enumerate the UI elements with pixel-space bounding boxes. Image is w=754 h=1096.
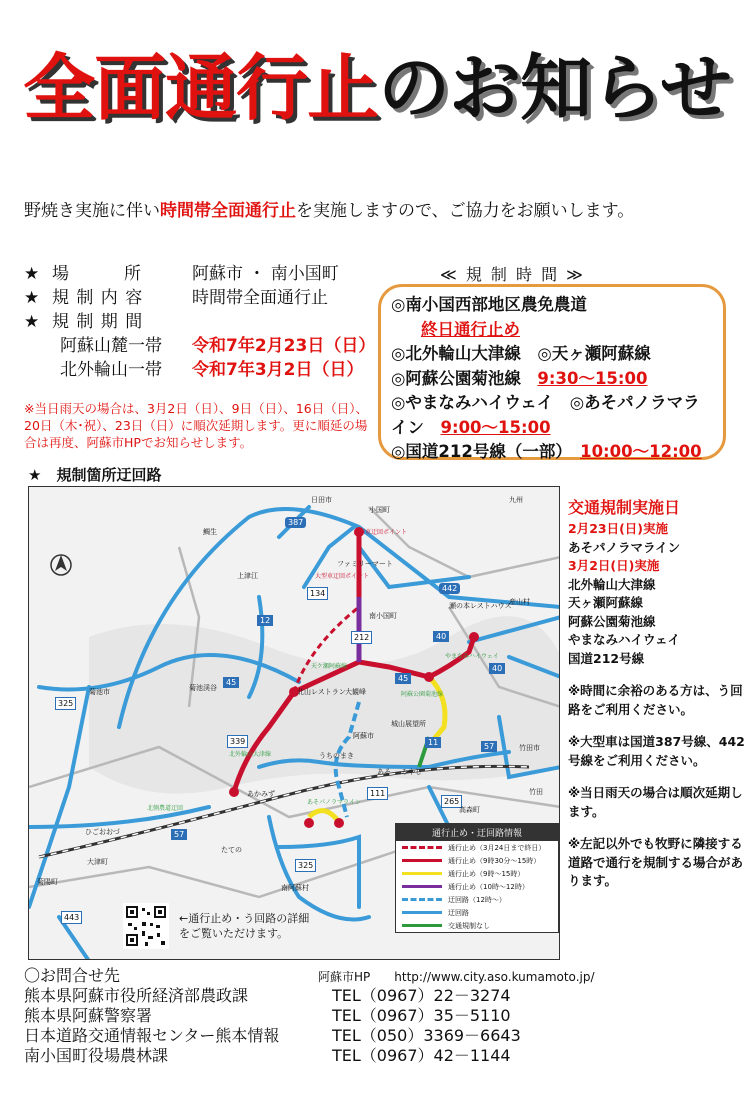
place-label: 瀬の本レストハウス	[449, 602, 512, 610]
legend-swatch	[402, 924, 442, 927]
route-shield: 11	[425, 737, 441, 748]
legend-item: 通行止め（3月24日まで終日）	[396, 841, 558, 854]
route-shield: 387	[285, 517, 306, 528]
route-shield: 12	[257, 615, 273, 626]
place-label: 竹田	[529, 788, 543, 796]
place-label: 阿蘇市	[353, 732, 374, 740]
place-label: うちのまき	[319, 752, 354, 760]
period-row: 阿蘇山麓一帯 令和7年2月23日（日）	[60, 336, 376, 356]
legend-item: 通行止め（9時30分～15時）	[396, 854, 558, 867]
place-label: 大観峰	[345, 688, 366, 696]
legend-item: 通行止め（10時～12時）	[396, 880, 558, 893]
place-label: 高森町	[459, 806, 480, 814]
place-label: 小国町	[369, 506, 390, 514]
route-label: あそパノラマライン	[307, 799, 361, 806]
schedule-box: ◎南小国西部地区農免農道 終日通行止め ◎北外輪山大津線 ◎天ヶ瀬阿蘇線 ◎阿蘇公園菊池線 9:30～15:00 ◎やまなみハイウェイ ◎あそパノラマラ イン 9:00～15:00 ◎国道212号線（一部） 10:00～12:00	[378, 284, 726, 460]
route-label: 大型車迂回ポイント	[315, 573, 370, 580]
place-label: 菊池渓谷	[189, 684, 217, 692]
place-label: 南阿蘇村	[281, 884, 309, 892]
place-label: 北山レストラン	[297, 688, 346, 696]
place-label: 産山村	[509, 598, 530, 606]
place-label: 日田市	[311, 496, 332, 504]
route-shield: 111	[367, 787, 388, 800]
route-shield: 212	[351, 631, 372, 644]
intro-text: 野焼き実施に伴い時間帯全面通行止を実施しますので、ご協力をお願いします。	[24, 201, 635, 221]
place-label: 南小国町	[369, 612, 397, 620]
place-label: 竹田市	[519, 744, 540, 752]
legend-swatch	[402, 911, 442, 914]
schedule-heading: ≪ 規 制 時 間 ≫	[440, 265, 585, 284]
route-label: 阿蘇公園菊池線	[401, 691, 444, 698]
route-shield: 40	[489, 663, 505, 674]
homepage-link[interactable]: 阿蘇市HP http://www.city.aso.kumamoto.jp/	[318, 970, 595, 984]
map-legend: 通行止め・迂回路情報 通行止め（3月24日まで終日） 通行止め（9時30分～15時） 通行止め（9時～15時） 通行止め（10時～12時） 迂回路（12時～） 迂回路 交通規制なし	[395, 823, 559, 933]
legend-swatch	[402, 846, 442, 849]
location-value: 阿蘇市 ・ 南小国町	[192, 264, 339, 284]
legend-item: 通行止め（9時～15時）	[396, 867, 558, 880]
route-shield: 325	[55, 697, 76, 710]
place-label: 鯛生	[203, 528, 217, 536]
contact-row: 熊本県阿蘇警察署 TEL（0967）35－5110	[24, 1006, 511, 1025]
place-label: ファミリーマート	[337, 560, 393, 568]
content-value: 時間帯全面通行止	[192, 288, 328, 308]
route-label: 北側農道迂回	[147, 805, 184, 812]
route-shield: 325	[295, 859, 316, 872]
place-label: 菊池市	[89, 688, 110, 696]
legend-swatch	[402, 872, 442, 875]
route-shield: 40	[433, 631, 449, 642]
route-label: 北外輪山大津線	[229, 751, 272, 758]
rain-note: ※当日雨天の場合は、3月2日（日）、9日（日）、16日（日）、20日（木･祝）、23日（日）に順次延期します。更に順延の場合は再度、阿蘇市HPでお知らせします。	[24, 401, 368, 450]
place-label: みやじ	[401, 768, 422, 776]
route-label: 天ケ瀬阿蘇線	[311, 663, 348, 670]
route-shield: 45	[223, 677, 239, 688]
contact-section: 〇お問合せ先 熊本県阿蘇市役所経済部農政課 TEL（0967）22－3274 熊本県阿蘇警察署 TEL（0967）35－5110 日本道路交通情報センター熊本情報 TEL（050）3369－6643 南小国町役場農林課 TEL（0967）42－1144	[24, 966, 521, 1065]
legend-swatch	[402, 885, 442, 888]
route-shield: 134	[307, 587, 328, 600]
place-label: 上津江	[237, 572, 258, 580]
route-label: 大型車迂回ポイント	[353, 529, 408, 536]
legend-item: 迂回路	[396, 906, 558, 919]
qr-code-icon[interactable]	[123, 903, 169, 949]
place-label: 大津町	[87, 858, 108, 866]
route-shield: 443	[61, 911, 82, 924]
regulation-info: ★ 場 所 阿蘇市 ・ 南小国町 ★ 規 制 内 容 時間帯全面通行止 ★ 規 制 期 間 阿蘇山麓一帯 令和7年2月23日（日） 北外輪山一帯 令和7年3月2日（日）	[24, 264, 376, 380]
qr-caption: ←通行止め・う回路の詳細 をご覧いただけます。	[179, 912, 310, 940]
route-label: やまなみハイウェイ	[445, 653, 499, 660]
contact-row: 熊本県阿蘇市役所経済部農政課 TEL（0967）22－3274	[24, 986, 511, 1005]
place-label: たての	[221, 846, 242, 854]
contact-row: 日本道路交通情報センター熊本情報 TEL（050）3369－6643	[24, 1026, 521, 1045]
place-label: ひごおおづ	[85, 828, 120, 836]
place-label: あそ	[377, 768, 391, 776]
route-shield: 442	[439, 583, 460, 594]
route-shield: 339	[227, 735, 248, 748]
route-shield: 57	[481, 741, 497, 752]
place-label: 菊陽町	[37, 878, 58, 886]
place-label: 九州	[509, 496, 523, 504]
route-shield: 265	[441, 795, 462, 808]
detour-map	[28, 486, 560, 960]
place-label: あかみず	[247, 790, 275, 798]
side-notes: 交通規制実施日 2月23日(日)実施 あそパノラマライン 3月2日(日)実施 北外輪山大津線 天ヶ瀬阿蘇線 阿蘇公園菊池線 やまなみハイウェイ 国道212号線 ※時間に余裕のある方は、う回路をご利用ください。 ※大型車は国道387号線、442号線をご利用ください。 ※当日雨天の場合は順次延期します。 ※左記以外でも牧野に隣接する道路で通行を規制する場合があります。	[568, 498, 745, 888]
page-title: 全面通行止のお知らせ	[23, 46, 731, 130]
legend-item: 迂回路（12時～）	[396, 893, 558, 906]
contact-row: 南小国町役場農林課 TEL（0967）42－1144	[24, 1046, 511, 1065]
place-label: 城山展望所	[391, 720, 426, 728]
legend-swatch	[402, 859, 442, 862]
legend-swatch	[402, 898, 442, 901]
route-shield: 57	[171, 829, 187, 840]
legend-item: 交通規制なし	[396, 919, 558, 932]
route-shield: 45	[395, 673, 411, 684]
map-title: ★ 規制箇所迂回路	[28, 466, 162, 484]
period-row: 北外輪山一帯 令和7年3月2日（日）	[60, 360, 364, 380]
